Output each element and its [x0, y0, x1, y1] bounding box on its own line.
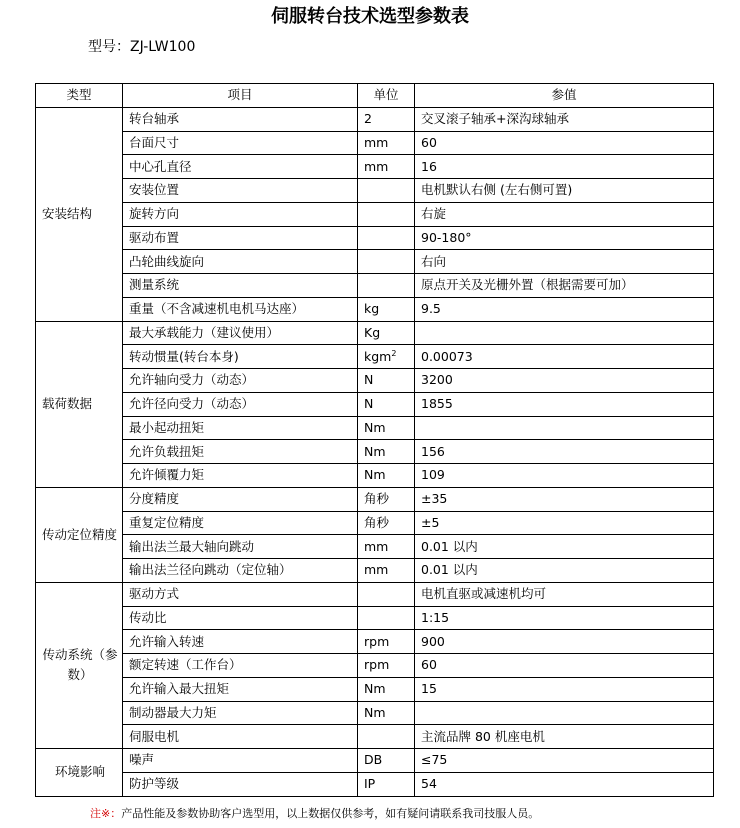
value-cell: [415, 321, 714, 345]
table-row: [36, 630, 714, 654]
unit-cell: mm: [358, 131, 415, 155]
value-cell: 60: [415, 654, 714, 678]
unit-superscript: 2: [391, 348, 397, 358]
unit-cell: [358, 606, 415, 630]
table-row: [36, 677, 714, 701]
item-cell: 传动比: [123, 606, 358, 630]
item-cell: 测量系统: [123, 274, 358, 298]
value-cell: 0.01 以内: [415, 559, 714, 583]
value-cell: 主流品牌 80 机座电机: [415, 725, 714, 749]
unit-cell: kg: [358, 297, 415, 321]
item-cell: 凸轮曲线旋向: [123, 250, 358, 274]
item-cell: 允许负载扭矩: [123, 440, 358, 464]
page-title: 伺服转台技术选型参数表: [271, 6, 469, 27]
value-cell: 交叉滚子轴承+深沟球轴承: [415, 107, 714, 131]
item-cell: 允许径向受力（动态）: [123, 392, 358, 416]
value-cell: 1:15: [415, 606, 714, 630]
item-cell: 驱动方式: [123, 582, 358, 606]
footnote-text: 产品性能及参数协助客户选型用，以上数据仅供参考，如有疑问请联系我司技服人员。: [121, 807, 540, 820]
unit-cell: 角秒: [358, 487, 415, 511]
item-cell: 驱动布置: [123, 226, 358, 250]
unit-cell: mm: [358, 535, 415, 559]
unit-cell: mm: [358, 155, 415, 179]
value-cell: 9.5: [415, 297, 714, 321]
spec-table: [35, 83, 714, 797]
group-label: 环境影响: [36, 749, 123, 797]
unit-cell: DB: [358, 749, 415, 773]
group-label: 传动定位精度: [36, 487, 123, 582]
item-cell: 噪声: [123, 749, 358, 773]
table-row: [36, 155, 714, 179]
table-row: [36, 535, 714, 559]
item-cell: 转台轴承: [123, 107, 358, 131]
item-cell: 允许输入转速: [123, 630, 358, 654]
unit-cell: [358, 582, 415, 606]
group-label: 传动系统（参数）: [36, 582, 123, 748]
value-cell: 54: [415, 772, 714, 796]
table-row: [36, 392, 714, 416]
item-cell: 重量（不含减速机电机马达座）: [123, 297, 358, 321]
unit-cell: [358, 250, 415, 274]
unit-cell: IP: [358, 772, 415, 796]
item-cell: 转动惯量(转台本身): [123, 345, 358, 369]
value-cell: 3200: [415, 369, 714, 393]
item-cell: 防护等级: [123, 772, 358, 796]
item-cell: 输出法兰径向跳动（定位轴）: [123, 559, 358, 583]
item-cell: 最大承载能力（建议使用）: [123, 321, 358, 345]
unit-cell: rpm: [358, 654, 415, 678]
unit-cell: Nm: [358, 416, 415, 440]
unit-base: kgm: [364, 348, 392, 364]
value-cell: 右旋: [415, 202, 714, 226]
table-row: [36, 772, 714, 796]
unit-cell: 2: [358, 107, 415, 131]
footnote: [90, 806, 539, 822]
item-cell: 旋转方向: [123, 202, 358, 226]
value-cell: 0.00073: [415, 345, 714, 369]
value-cell: ≤75: [415, 749, 714, 773]
table-row: [36, 440, 714, 464]
table-row: [36, 321, 714, 345]
footnote-mark: 注※：: [90, 807, 122, 820]
value-cell: 16: [415, 155, 714, 179]
unit-cell: [358, 226, 415, 250]
table-row: [36, 274, 714, 298]
value-cell: 0.01 以内: [415, 535, 714, 559]
unit-cell: Nm: [358, 464, 415, 488]
unit-cell: mm: [358, 559, 415, 583]
item-cell: 允许输入最大扭矩: [123, 677, 358, 701]
unit-cell: Kg: [358, 321, 415, 345]
table-row: [36, 226, 714, 250]
item-cell: 额定转速（工作台）: [123, 654, 358, 678]
table-row: [36, 559, 714, 583]
table-row: [36, 464, 714, 488]
header-item: 项目: [123, 84, 358, 108]
group-label: 载荷数据: [36, 321, 123, 487]
table-row: [36, 749, 714, 773]
table-row: [36, 369, 714, 393]
item-cell: 伺服电机: [123, 725, 358, 749]
value-cell: 900: [415, 630, 714, 654]
value-cell: 原点开关及光栅外置（根据需要可加）: [415, 274, 714, 298]
value-cell: [415, 416, 714, 440]
table-row: [36, 297, 714, 321]
item-cell: 中心孔直径: [123, 155, 358, 179]
unit-cell: N: [358, 392, 415, 416]
table-row: [36, 131, 714, 155]
unit-cell: 角秒: [358, 511, 415, 535]
item-cell: 输出法兰最大轴向跳动: [123, 535, 358, 559]
table-row: [36, 107, 714, 131]
item-cell: 重复定位精度: [123, 511, 358, 535]
table-row: [36, 487, 714, 511]
item-cell: 允许倾覆力矩: [123, 464, 358, 488]
unit-cell: Nm: [358, 701, 415, 725]
table-row: [36, 582, 714, 606]
value-cell: 右向: [415, 250, 714, 274]
table-row: [36, 701, 714, 725]
table-row: [36, 511, 714, 535]
table-row: [36, 416, 714, 440]
item-cell: 制动器最大力矩: [123, 701, 358, 725]
value-cell: ±35: [415, 487, 714, 511]
unit-cell: N: [358, 369, 415, 393]
table-row: [36, 606, 714, 630]
value-cell: 电机直驱或减速机均可: [415, 582, 714, 606]
item-cell: 台面尺寸: [123, 131, 358, 155]
table-row: [36, 345, 714, 369]
value-cell: 90-180°: [415, 226, 714, 250]
unit-cell: [358, 202, 415, 226]
unit-cell: [358, 274, 415, 298]
value-cell: 109: [415, 464, 714, 488]
table-row: [36, 179, 714, 203]
value-cell: 电机默认右侧 (左右侧可置): [415, 179, 714, 203]
item-cell: 分度精度: [123, 487, 358, 511]
model-label: 型号：ZJ-LW100: [88, 39, 196, 55]
value-cell: ±5: [415, 511, 714, 535]
unit-cell: [358, 345, 415, 369]
unit-cell: rpm: [358, 630, 415, 654]
table-row: [36, 250, 714, 274]
item-cell: 安装位置: [123, 179, 358, 203]
header-value: 参值: [415, 84, 714, 108]
group-label: 安装结构: [36, 107, 123, 321]
table-row: [36, 725, 714, 749]
header-unit: 单位: [358, 84, 415, 108]
unit-cell: [358, 725, 415, 749]
value-cell: [415, 701, 714, 725]
table-row: [36, 654, 714, 678]
table-header-row: [36, 84, 714, 108]
value-cell: 156: [415, 440, 714, 464]
value-cell: 15: [415, 677, 714, 701]
item-cell: 最小起动扭矩: [123, 416, 358, 440]
table-row: [36, 202, 714, 226]
header-type: 类型: [36, 84, 123, 108]
value-cell: 60: [415, 131, 714, 155]
value-cell: 1855: [415, 392, 714, 416]
unit-cell: [358, 179, 415, 203]
item-cell: 允许轴向受力（动态）: [123, 369, 358, 393]
unit-cell: Nm: [358, 677, 415, 701]
unit-cell: Nm: [358, 440, 415, 464]
